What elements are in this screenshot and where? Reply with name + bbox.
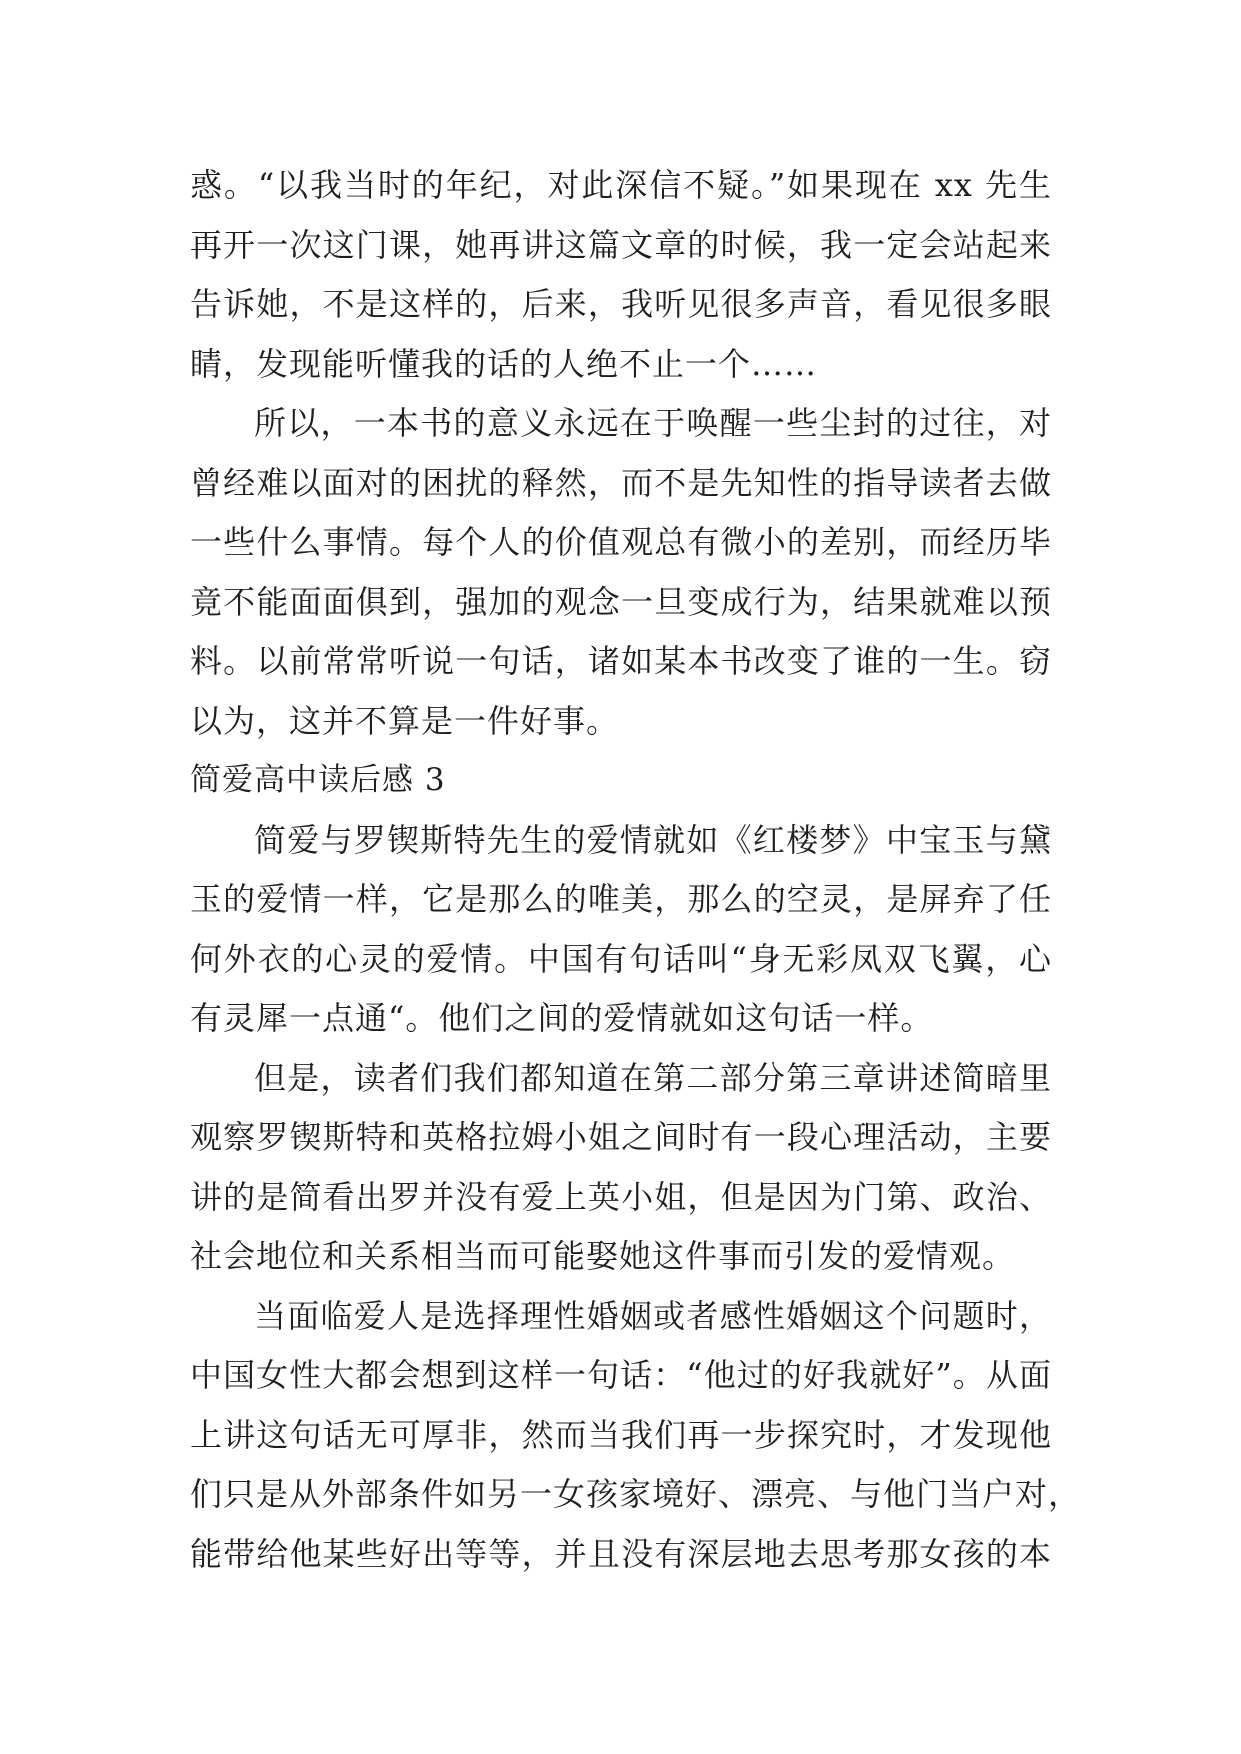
paragraph-4 (190, 1055, 1052, 1281)
text-line: 上讲这句话无可厚非，然而当我们再一步探究时，才发现他 (190, 1415, 1052, 1454)
paragraph-3 (190, 817, 1052, 1043)
document-page (190, 162, 1082, 1590)
text-line: 中国女性大都会想到这样一句话：“他过的好我就好”。从面 (190, 1356, 1052, 1394)
text-line: 告诉她，不是这样的，后来，我听见很多声音，看见很多眼 (190, 285, 1052, 323)
paragraph-5 (190, 1293, 1082, 1578)
paragraph-2 (190, 400, 1052, 745)
text-line: 料。以前常常听说一句话，诸如某本书改变了谁的一生。窃 (190, 642, 1052, 680)
section-heading: 简爱高中读后感 3 (190, 762, 446, 798)
text-line: 何外衣的心灵的爱情。中国有句话叫“身无彩凤双飞翼，心 (190, 939, 1052, 978)
text-line: 当面临爱人是选择理性婚姻或者感性婚姻这个问题时， (254, 1296, 1052, 1335)
text-line: 再开一次这门课，她再讲这篇文章的时候，我一定会站起来 (190, 225, 1052, 264)
text-line: 竟不能面面俱到，强加的观念一旦变成行为，结果就难以预 (190, 582, 1052, 621)
text-line: 社会地位和关系相当而可能娶她这件事而引发的爱情观。 (190, 1237, 1016, 1275)
text-line: 简爱与罗锲斯特先生的爱情就如《红楼梦》中宝玉与黛 (254, 820, 1052, 859)
text-line: 观察罗锲斯特和英格拉姆小姐之间时有一段心理活动，主要 (190, 1118, 1052, 1156)
text-line: 讲的是简看出罗并没有爱上英小姐，但是因为门第、政治、 (190, 1177, 1052, 1216)
text-line: 一些什么事情。每个人的价值观总有微小的差别，而经历毕 (190, 523, 1052, 561)
text-line: 曾经难以面对的困扰的释然，而不是先知性的指导读者去做 (190, 463, 1052, 502)
text-line: 所以，一本书的意义永远在于唤醒一些尘封的过往，对 (254, 404, 1052, 442)
text-line: 以为，这并不算是一件好事。 (190, 701, 620, 740)
text-line: 但是，读者们我们都知道在第二部分第三章讲述简暗里 (254, 1058, 1052, 1097)
text-line: 惑。“以我当时的年纪，对此深信不疑。”如果现在 xx 先生 (190, 166, 1052, 204)
text-line: 睛，发现能听懂我的话的人绝不止一个…… (190, 344, 818, 383)
text-line: 能带给他某些好出等等，并且没有深层地去思考那女孩的本 (190, 1534, 1052, 1573)
text-line: 有灵犀一点通“。他们之间的爱情就如这句话一样。 (190, 999, 934, 1037)
paragraph-1 (190, 162, 1052, 388)
text-line: 们只是从外部条件如另一女孩家境好、漂亮、与他门当户对， (190, 1475, 1082, 1513)
text-line: 玉的爱情一样，它是那么的唯美，那么的空灵，是屏弃了任 (190, 880, 1052, 918)
